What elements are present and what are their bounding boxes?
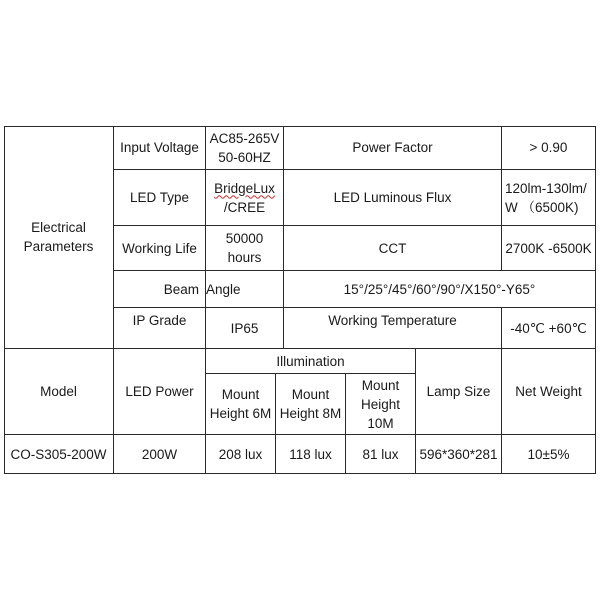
working-life-line1: 50000 bbox=[225, 231, 264, 246]
model-header: Model bbox=[4, 349, 114, 435]
led-power-value: 200W bbox=[114, 435, 206, 474]
mount-height-6m-header bbox=[206, 374, 276, 435]
working-life-label: Working Life bbox=[114, 226, 206, 271]
lamp-size-value: 596*360*281 bbox=[416, 435, 502, 474]
model-value: CO-S305-200W bbox=[4, 435, 114, 474]
luminous-flux-label: LED Luminous Flux bbox=[284, 170, 502, 226]
mount-6m-line2: Height 6M bbox=[209, 406, 272, 421]
electrical-parameters-cell bbox=[4, 126, 114, 349]
beam-angle-value: 15°/25°/45°/60°/90°/X150°-Y65° bbox=[284, 271, 596, 308]
beam-label: Beam bbox=[114, 271, 206, 308]
ip-grade-value: IP65 bbox=[206, 308, 284, 349]
luminous-flux-line1: 120lm-130lm/ bbox=[505, 180, 587, 196]
illumination-header: Illumination bbox=[206, 349, 416, 374]
mount-6m-line1: Mount bbox=[221, 387, 260, 402]
mount-8m-line1: Mount bbox=[291, 387, 330, 402]
cct-value: 2700K -6500K bbox=[502, 226, 596, 271]
mount-8m-line2: Height 8M bbox=[279, 406, 342, 421]
led-type-label: LED Type bbox=[114, 170, 206, 226]
lux-8m-value: 118 lux bbox=[276, 435, 346, 474]
input-voltage-line2: 50-60HZ bbox=[218, 149, 271, 165]
led-type-value bbox=[206, 170, 284, 226]
working-life-value bbox=[206, 226, 284, 271]
spec-table bbox=[4, 126, 596, 474]
electrical-label-line1: Electrical bbox=[31, 220, 86, 235]
lux-10m-value: 81 lux bbox=[346, 435, 416, 474]
power-factor-value: > 0.90 bbox=[502, 126, 596, 170]
power-factor-label: Power Factor bbox=[284, 126, 502, 170]
led-power-header: LED Power bbox=[114, 349, 206, 435]
working-life-line2: hours bbox=[227, 250, 262, 265]
net-weight-header: Net Weight bbox=[502, 349, 596, 435]
mount-10m-line2: Height bbox=[360, 396, 401, 412]
working-temp-value: -40℃ +60℃ bbox=[502, 308, 596, 349]
luminous-flux-line2: W （6500K) bbox=[505, 199, 579, 215]
mount-height-8m-header bbox=[276, 374, 346, 435]
angle-label: Angle bbox=[206, 271, 284, 308]
mount-10m-line3: 10M bbox=[367, 415, 394, 431]
input-voltage-value bbox=[206, 126, 284, 170]
mount-10m-line1: Mount bbox=[361, 377, 400, 393]
ip-grade-label: IP Grade bbox=[114, 308, 206, 349]
cct-label: CCT bbox=[284, 226, 502, 271]
luminous-flux-value bbox=[502, 170, 596, 226]
led-type-line1: BridgeLux bbox=[214, 180, 275, 196]
working-temp-label: Working Temperature bbox=[284, 308, 502, 349]
lux-6m-value: 208 lux bbox=[206, 435, 276, 474]
mount-height-10m-header bbox=[346, 374, 416, 435]
led-type-line2: /CREE bbox=[223, 199, 266, 215]
net-weight-value: 10±5% bbox=[502, 435, 596, 474]
input-voltage-line1: AC85-265V bbox=[209, 130, 280, 146]
input-voltage-label: Input Voltage bbox=[114, 126, 206, 170]
electrical-label-line2: Parameters bbox=[23, 239, 94, 254]
lamp-size-header: Lamp Size bbox=[416, 349, 502, 435]
